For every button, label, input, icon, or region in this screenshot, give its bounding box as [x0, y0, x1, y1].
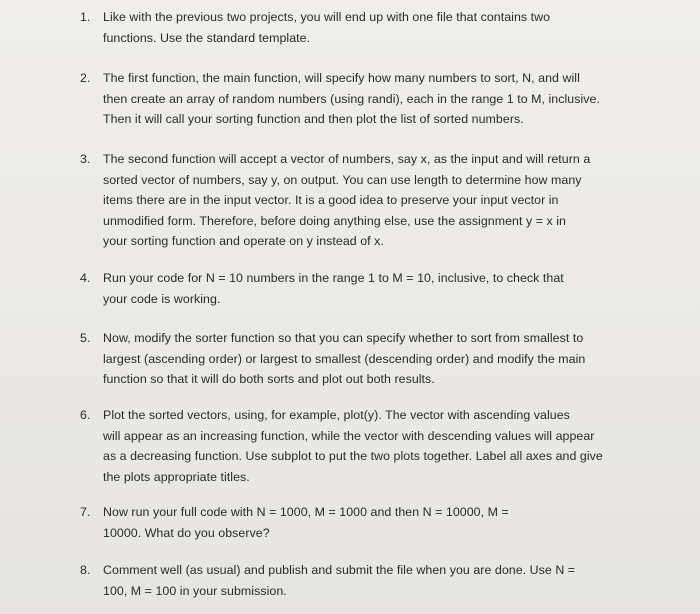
text-line: the plots appropriate titles. [103, 469, 250, 484]
list-item [80, 405, 628, 487]
text-line: The second function will accept a vector of numbers, say x, as the input and will return a [103, 152, 591, 166]
item-text [103, 268, 628, 309]
list-item [80, 328, 628, 390]
item-number: 5. [80, 331, 91, 345]
item-text [103, 560, 628, 601]
text-line: functions. Use the standard template. [103, 30, 311, 45]
text-line: Like with the previous two projects, you will end up with one file that contains two [103, 10, 551, 24]
text-line: 10000. What do you observe? [103, 525, 270, 540]
text-line: function so that it will do both sorts and plot out both results. [103, 372, 435, 386]
list-item [80, 149, 628, 252]
text-line: then create an array of random numbers (using randi), each in the range 1 to M, inclusive. [103, 91, 600, 106]
item-number: 4. [80, 271, 91, 285]
item-text [103, 405, 628, 487]
list-item [80, 560, 628, 601]
text-line: Now, modify the sorter function so that you can specify whether to sort from smallest to [103, 331, 584, 345]
text-line: your sorting function and operate on y instead of x. [103, 234, 384, 248]
item-text [103, 149, 628, 252]
item-number: 6. [80, 408, 91, 422]
item-text [103, 502, 628, 543]
item-text [103, 68, 628, 130]
item-number: 3. [80, 152, 91, 166]
text-line: sorted vector of numbers, say y, on output. You can use length to determine how many [103, 172, 582, 187]
item-text [103, 7, 628, 48]
text-line: will appear as an increasing function, while the vector with descending values will appear [103, 428, 595, 443]
list-item [80, 502, 628, 543]
text-line: 100, M = 100 in your submission. [103, 583, 287, 598]
text-line: unmodified form. Therefore, before doing anything else, use the assignment y = x in [103, 213, 566, 228]
text-line: Comment well (as usual) and publish and submit the file when you are done. Use N = [103, 563, 576, 577]
text-line: as a decreasing function. Use subplot to put the two plots together. Label all axes and give [103, 449, 603, 463]
text-line: your code is working. [103, 291, 221, 306]
text-line: Now run your full code with N = 1000, M = 1000 and then N = 10000, M = [103, 505, 509, 519]
item-number: 1. [80, 10, 91, 24]
text-line: Then it will call your sorting function and then plot the list of sorted numbers. [103, 112, 524, 126]
list-item [80, 268, 628, 309]
text-line: largest (ascending order) or largest to smallest (descending order) and modify the main [103, 351, 586, 366]
item-number: 7. [80, 505, 91, 519]
item-text [103, 328, 628, 390]
item-number: 8. [80, 563, 91, 577]
list-item [80, 68, 628, 130]
item-number: 2. [80, 71, 91, 85]
text-line: Plot the sorted vectors, using, for example, plot(y). The vector with ascending values [103, 408, 570, 422]
text-line: Run your code for N = 10 numbers in the range 1 to M = 10, inclusive, to check that [103, 271, 564, 285]
text-line: items there are in the input vector. It is a good idea to preserve your input vector in [103, 193, 559, 207]
list-item [80, 7, 628, 48]
text-line: The first function, the main function, will specify how many numbers to sort, N, and will [103, 71, 580, 85]
